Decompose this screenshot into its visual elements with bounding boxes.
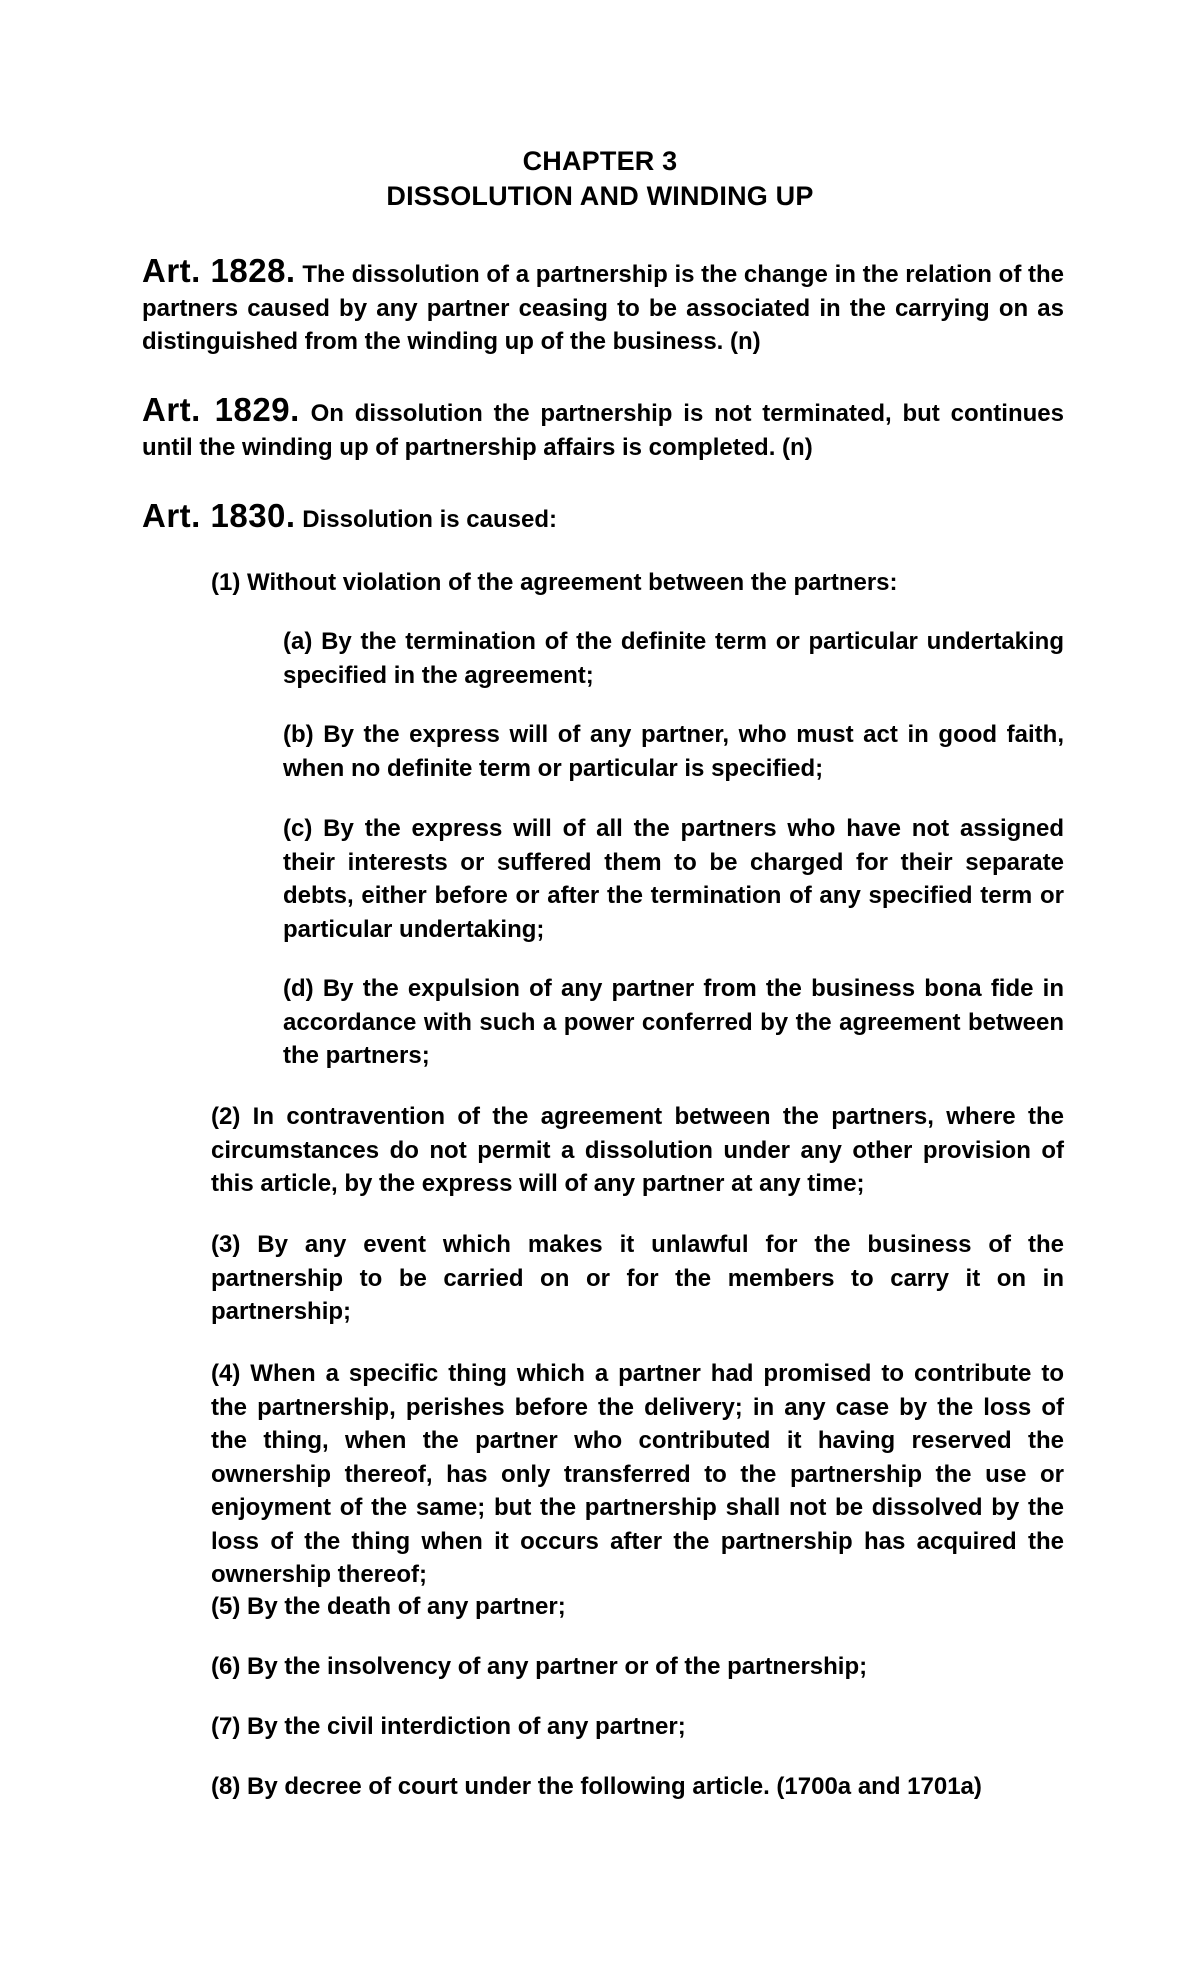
article-text: Dissolution is caused: (302, 506, 557, 533)
list-item-b: (b) By the express will of any partner, who must act in good faith, when no definite term or particular is specified; (283, 721, 1064, 782)
list-item-5: (5) By the death of any partner; (211, 1593, 566, 1620)
article-number: Art. 1830. (142, 497, 296, 534)
list-item-c: (c) By the express will of all the partners who have not assigned their interests or suffered them to be charged for their separate debts, either before or after the termination of any specified term or particular undertaking; (283, 815, 1064, 943)
list-item-8: (8) By decree of court under the following article. (1700a and 1701a) (211, 1773, 982, 1800)
list-item-7: (7) By the civil interdiction of any partner; (211, 1713, 686, 1740)
list-item-d: (d) By the expulsion of any partner from the business bona fide in accordance with such a power conferred by the agreement between the partners; (283, 975, 1064, 1069)
article-1830 (142, 499, 1064, 537)
chapter-title: DISSOLUTION AND WINDING UP (386, 181, 814, 211)
list-item-6: (6) By the insolvency of any partner or of the partnership; (211, 1653, 868, 1680)
article-1828 (142, 254, 1064, 359)
list-item-a: (a) By the termination of the definite term or particular undertaking specified in the agreement; (283, 628, 1064, 689)
chapter-number: CHAPTER 3 (522, 146, 678, 176)
list-item-4: (4) When a specific thing which a partner had promised to contribute to the partnership, perishes before the delivery; in any case by the loss of the thing, when the partner who contributed it having reserved the ownership thereof, has only transferred to the partnership the use or enjoyment of the same; but the partnership shall not be dissolved by the loss of the thing when it occurs after the partnership has acquired the ownership thereof; (211, 1360, 1064, 1588)
list-item-1: (1) Without violation of the agreement between the partners: (211, 569, 898, 596)
list-item-3: (3) By any event which makes it unlawful for the business of the partnership to be carried on or for the members to carry it on in partnership; (211, 1231, 1064, 1325)
article-1829 (142, 393, 1064, 464)
article-number: Art. 1828. (142, 252, 296, 289)
article-text: The dissolution of a partnership is the change in the relation of the partners caused by any partner ceasing to be associated in the carrying on as distinguished from the winding up of the business. (n) (142, 261, 1064, 355)
article-number: Art. 1829. (142, 391, 300, 428)
list-item-2: (2) In contravention of the agreement between the partners, where the circumstances do not permit a dissolution under any other provision of this article, by the express will of any partner at any time; (211, 1103, 1064, 1197)
article-text: On dissolution the partnership is not terminated, but continues until the winding up of partnership affairs is completed. (n) (142, 400, 1064, 461)
